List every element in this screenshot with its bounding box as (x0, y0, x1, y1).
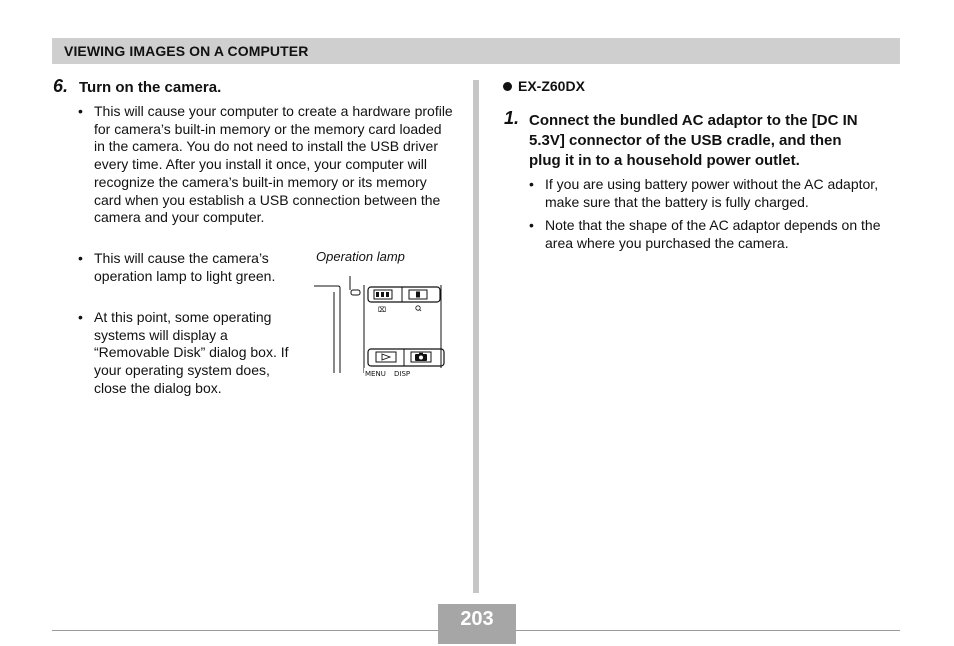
step-title-line: Connect the bundled AC adaptor to the [DC IN (529, 112, 858, 129)
section-title: VIEWING IMAGES ON A COMPUTER (64, 43, 309, 59)
bullet-item (529, 176, 897, 211)
bullet-item (529, 217, 897, 252)
bullet-text: This will cause the camera’s operation lamp to light green. (94, 250, 276, 284)
page-number-box (438, 604, 516, 644)
bullet-dot: • (78, 309, 83, 325)
bullet-dot: • (78, 250, 83, 266)
bullet-dot: • (529, 176, 534, 192)
menu-button-label: MENU (365, 370, 386, 376)
camera-body-edge (314, 286, 340, 373)
bullet-text: At this point, some operating systems will display a “Removable Disk” dialog box. If your operating system does, close the dialog box. (94, 309, 289, 396)
section-header-bar (52, 38, 900, 64)
filled-circle-icon (503, 82, 512, 91)
operation-lamp (351, 290, 360, 295)
step-title-connect-adaptor (529, 111, 909, 171)
disp-button-label: DISP (394, 370, 411, 376)
figure-caption: Operation lamp (316, 249, 405, 264)
bullet-item (78, 103, 454, 227)
playback-button-icon (376, 352, 396, 362)
step-number-6: 6. (53, 76, 69, 96)
camera-back-illustration (310, 268, 450, 376)
bullet-text: This will cause your computer to create a hardware profile for camera’s built-in memory or the memory card loaded in the camera. You do not need to install the USB driver every time. After you install it once, your computer will recognize the camera’s built-in memory or its memory card when you establish a USB connection between the camera and your computer. (94, 103, 453, 226)
bullet-text: If you are using battery power without the AC adaptor, make sure that the battery is fully charged. (545, 176, 879, 210)
bullet-item (78, 250, 290, 285)
step-title-turn-on: Turn on the camera. (79, 79, 222, 96)
model-name: EX-Z60DX (518, 78, 585, 94)
page-number: 203 (460, 608, 494, 630)
bullet-text: Note that the shape of the AC adaptor depends on the area where you purchased the camera. (545, 217, 881, 251)
bullet-dot: • (529, 217, 534, 233)
column-divider (473, 80, 479, 593)
model-label (503, 78, 585, 94)
grid-icon: ⌧ (377, 306, 387, 314)
bullet-item (78, 309, 292, 398)
step-title-line: plug it in to a household power outlet. (529, 152, 800, 169)
bullet-dot: • (78, 103, 83, 119)
step-number-1: 1. (504, 108, 520, 128)
step-title-line: 5.3V] connector of the USB cradle, and then (529, 132, 842, 149)
